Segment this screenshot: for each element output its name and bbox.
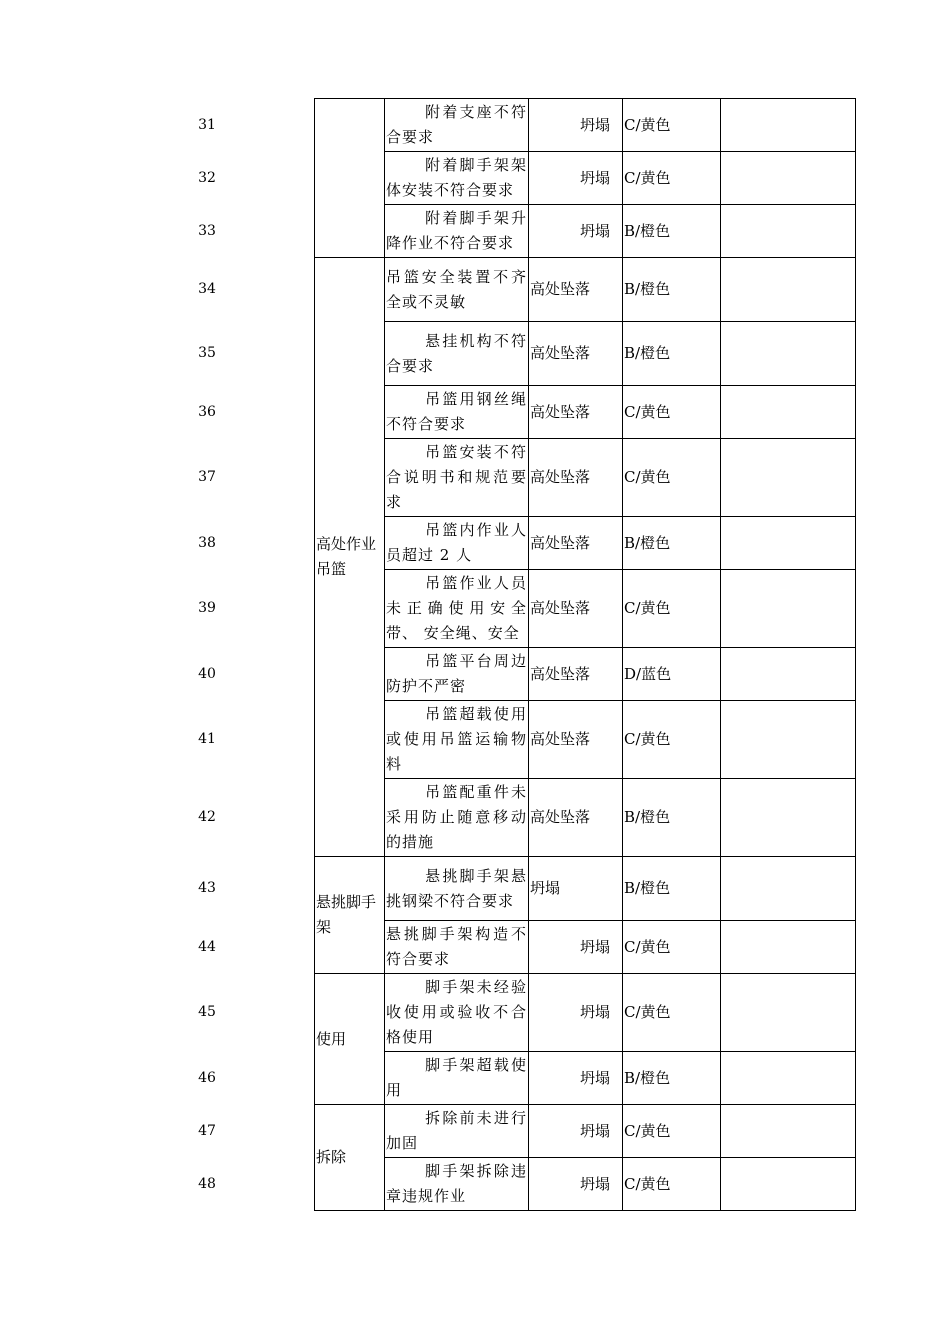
table-row <box>315 205 856 258</box>
row-number: 40 <box>198 665 216 682</box>
hazard-description-text: 附着支座不符合要求 <box>386 103 527 146</box>
remarks-cell <box>721 857 856 921</box>
hazard-description-text: 悬挑脚手架构造不符合要求 <box>386 925 527 968</box>
row-number: 33 <box>198 222 216 239</box>
consequence-cell: 坍塌 <box>529 974 623 1052</box>
hazard-description <box>385 439 529 517</box>
risk-level-cell: B/橙色 <box>623 322 721 386</box>
hazard-description <box>385 857 529 921</box>
consequence-cell: 坍塌 <box>529 99 623 152</box>
remarks-cell <box>721 517 856 570</box>
hazard-description <box>385 205 529 258</box>
risk-level-cell: C/黄色 <box>623 1105 721 1158</box>
table-row <box>315 152 856 205</box>
risk-level-cell: C/黄色 <box>623 921 721 974</box>
hazard-description <box>385 921 529 974</box>
row-number: 34 <box>198 281 216 297</box>
hazard-description-text: 脚手架拆除违章违规作业 <box>386 1162 527 1205</box>
remarks-cell <box>721 1158 856 1211</box>
hazard-description <box>385 386 529 439</box>
category-cell: 高处作业吊篮 <box>315 258 385 857</box>
risk-level-cell: B/橙色 <box>623 779 721 857</box>
remarks-cell <box>721 386 856 439</box>
remarks-cell <box>721 570 856 648</box>
hazard-description-text: 吊篮平台周边防护不严密 <box>386 652 527 695</box>
consequence-cell: 高处坠落 <box>529 570 623 648</box>
risk-level-cell: C/黄色 <box>623 1158 721 1211</box>
remarks-cell <box>721 322 856 386</box>
hazard-description-text: 拆除前未进行加固 <box>386 1109 527 1152</box>
hazard-description <box>385 322 529 386</box>
row-number: 31 <box>198 116 216 133</box>
row-number: 45 <box>198 1004 216 1020</box>
hazard-description-text: 吊篮配重件未采用防止随意移动的措施 <box>386 783 527 851</box>
row-number: 37 <box>198 469 216 485</box>
remarks-cell <box>721 1052 856 1105</box>
remarks-cell <box>721 439 856 517</box>
remarks-cell <box>721 258 856 322</box>
table-row <box>315 99 856 152</box>
row-number: 42 <box>198 809 216 825</box>
table-row <box>315 648 856 701</box>
risk-level-cell: C/黄色 <box>623 386 721 439</box>
hazard-description <box>385 570 529 648</box>
risk-level-cell: B/橙色 <box>623 258 721 322</box>
hazard-description-text: 吊篮超载使用或使用吊篮运输物料 <box>386 705 527 773</box>
category-cell: 使用 <box>315 974 385 1105</box>
hazard-description-text: 附着脚手架架体安装不符合要求 <box>386 156 527 199</box>
remarks-cell <box>721 99 856 152</box>
hazard-description <box>385 1105 529 1158</box>
risk-level-cell: B/橙色 <box>623 517 721 570</box>
table-row <box>315 1105 856 1158</box>
remarks-cell <box>721 779 856 857</box>
risk-level-cell: C/黄色 <box>623 570 721 648</box>
risk-level-cell: C/黄色 <box>623 152 721 205</box>
hazard-description <box>385 701 529 779</box>
remarks-cell <box>721 974 856 1052</box>
consequence-cell: 高处坠落 <box>529 386 623 439</box>
consequence-cell: 坍塌 <box>529 857 623 921</box>
table-row <box>315 258 856 322</box>
consequence-cell: 坍塌 <box>529 921 623 974</box>
hazard-description <box>385 648 529 701</box>
table-row <box>315 974 856 1052</box>
hazard-description-text: 悬挂机构不符合要求 <box>386 331 527 375</box>
table-row <box>315 1052 856 1105</box>
hazard-description-text: 吊篮内作业人员超过 2 人 <box>386 521 527 564</box>
risk-level-cell: B/橙色 <box>623 205 721 258</box>
remarks-cell <box>721 152 856 205</box>
hazard-description-text: 吊篮用钢丝绳不符合要求 <box>386 390 527 433</box>
row-number: 47 <box>198 1122 216 1139</box>
remarks-cell <box>721 205 856 258</box>
hazard-description-text: 悬挑脚手架悬挑钢梁不符合要求 <box>386 866 527 910</box>
consequence-cell: 高处坠落 <box>529 517 623 570</box>
hazard-description <box>385 974 529 1052</box>
risk-level-cell: C/黄色 <box>623 701 721 779</box>
table-row <box>315 857 856 921</box>
hazard-description <box>385 152 529 205</box>
consequence-cell: 高处坠落 <box>529 439 623 517</box>
table-row <box>315 517 856 570</box>
remarks-cell <box>721 701 856 779</box>
remarks-cell <box>721 921 856 974</box>
consequence-cell: 坍塌 <box>529 1158 623 1211</box>
row-number: 48 <box>198 1175 216 1192</box>
row-number: 44 <box>198 938 216 955</box>
row-number: 39 <box>198 600 216 616</box>
row-number: 43 <box>198 880 216 896</box>
consequence-cell: 坍塌 <box>529 1105 623 1158</box>
category-cell: 悬挑脚手架 <box>315 857 385 974</box>
table-row <box>315 386 856 439</box>
hazard-table <box>314 98 856 1211</box>
risk-level-cell: C/黄色 <box>623 99 721 152</box>
risk-level-cell: D/蓝色 <box>623 648 721 701</box>
table-row <box>315 570 856 648</box>
consequence-cell: 坍塌 <box>529 1052 623 1105</box>
remarks-cell <box>721 1105 856 1158</box>
row-number: 41 <box>198 731 216 747</box>
risk-level-cell: B/橙色 <box>623 1052 721 1105</box>
risk-level-cell: C/黄色 <box>623 974 721 1052</box>
consequence-cell: 高处坠落 <box>529 258 623 322</box>
row-number: 32 <box>198 169 216 186</box>
row-number: 35 <box>198 345 216 361</box>
risk-level-cell: C/黄色 <box>623 439 721 517</box>
table-row <box>315 322 856 386</box>
consequence-cell: 坍塌 <box>529 205 623 258</box>
consequence-cell: 高处坠落 <box>529 779 623 857</box>
hazard-description <box>385 1158 529 1211</box>
row-number: 38 <box>198 534 216 551</box>
hazard-description-text: 附着脚手架升降作业不符合要求 <box>386 209 527 252</box>
hazard-description <box>385 779 529 857</box>
hazard-description-text: 脚手架超载使用 <box>386 1056 527 1099</box>
risk-level-cell: B/橙色 <box>623 857 721 921</box>
category-cell: 拆除 <box>315 1105 385 1211</box>
remarks-cell <box>721 648 856 701</box>
hazard-description <box>385 517 529 570</box>
hazard-description-text: 脚手架未经验收使用或验收不合格使用 <box>386 978 527 1046</box>
consequence-cell: 高处坠落 <box>529 701 623 779</box>
row-number: 36 <box>198 403 216 420</box>
table-row <box>315 701 856 779</box>
consequence-cell: 坍塌 <box>529 152 623 205</box>
hazard-description <box>385 99 529 152</box>
consequence-cell: 高处坠落 <box>529 648 623 701</box>
table-row <box>315 1158 856 1211</box>
hazard-description-text: 吊篮作业人员未正确使用安全带、 安全绳、安全 <box>386 574 527 642</box>
consequence-cell: 高处坠落 <box>529 322 623 386</box>
table-row <box>315 921 856 974</box>
hazard-description-text: 吊篮安全装置不齐全或不灵敏 <box>386 267 527 311</box>
table-row <box>315 439 856 517</box>
hazard-description <box>385 258 529 322</box>
table-row <box>315 779 856 857</box>
hazard-description <box>385 1052 529 1105</box>
hazard-description-text: 吊篮安装不符合说明书和规范要求 <box>386 443 527 511</box>
category-cell <box>315 99 385 258</box>
row-number: 46 <box>198 1069 216 1086</box>
